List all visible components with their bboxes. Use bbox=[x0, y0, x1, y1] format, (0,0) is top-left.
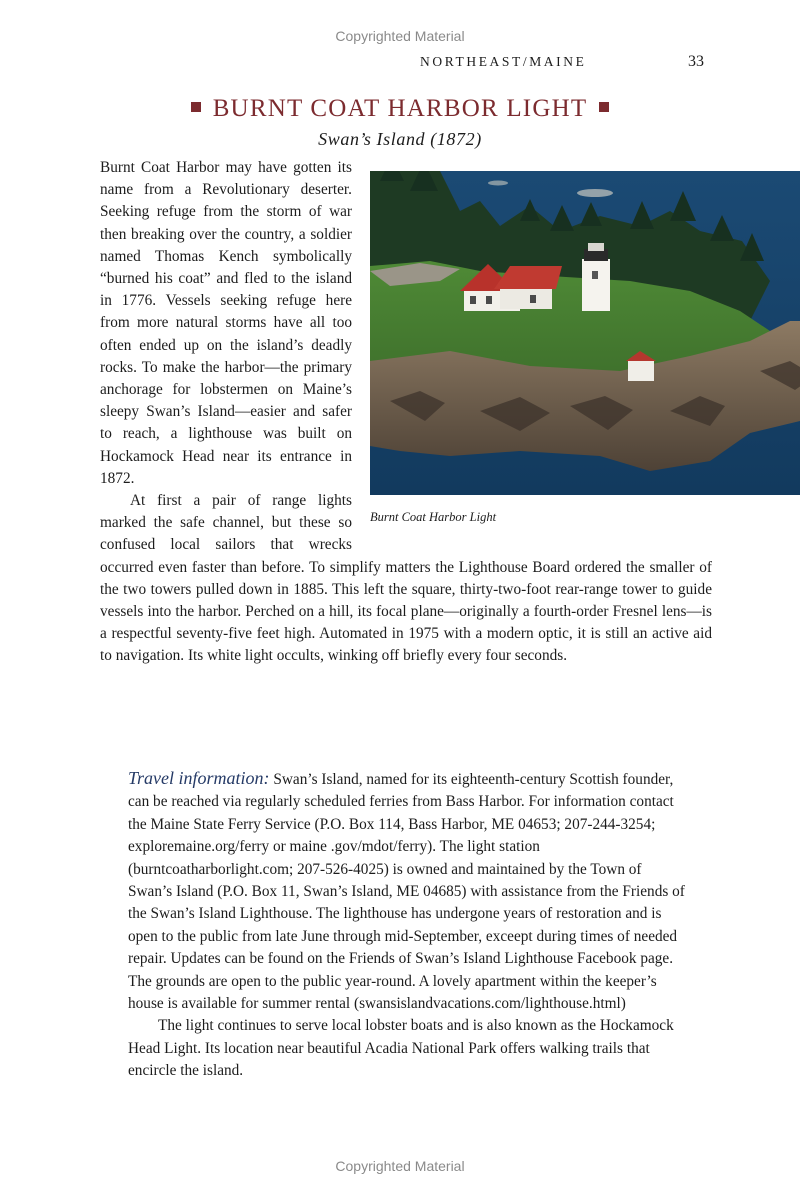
body-paragraph-1: Burnt Coat Harbor may have gotten its name from a Revolutionary deserter. Seeking refuge from the storm of war then breaking over the country, a soldier named Thomas Kench symbolically “burned his coat” and fled to the island in 1776. Vessels seeking refuge here from more natural storms have all too often ended up on the island’s deadly rocks. To make the harbor—the primary anchorage for lobstermen on Maine’s sleepy Swan’s Island—easier and safer to reach, a lighthouse was built on Hockamock Head near its entrance in 1872. bbox=[100, 159, 352, 487]
travel-paragraph-1: Swan’s Island, named for its eighteenth-century Scottish founder, can be reached via regularly scheduled ferries from Bass Harbor. For information contact the Maine State Ferry Service (P.O. Box 114, Bass Harbor, ME 04653; 207-244-3254; exploremaine.org/ferry or maine .gov/mdot/ferry). The light station (burntcoatharborlight.com; 207-526-4025) is owned and maintained by the Town of Swan’s Island (P.O. Box 11, Swan’s Island, ME 04685) with assistance from the Friends of the Swan’s Island Lighthouse. The lighthouse has undergone years of restoration and is open to the public from late June through mid-September, exceept during times of needed repair. Updates can be found on the Friends of Swan’s Island Lighthouse Facebook page. The grounds are open to the public year-round. A lovely apartment within the keeper’s house is available for summer rental (swansislandvacations.com/lighthouse.html) bbox=[128, 771, 685, 1013]
travel-paragraph-1-container bbox=[128, 767, 688, 1015]
running-head: NORTHEAST/MAINE bbox=[420, 54, 587, 69]
title-ornament-left-icon bbox=[191, 102, 201, 112]
article-title: BURNT COAT HARBOR LIGHT bbox=[212, 95, 588, 122]
travel-information bbox=[128, 767, 688, 1083]
photo-figure bbox=[370, 171, 800, 543]
copyright-watermark-top: Copyrighted Material bbox=[335, 28, 465, 44]
body-paragraph-2: At first a pair of range lights marked the safe channel, but these so confused local sailors that wrecks occurred even faster than before. To simplify matters the Lighthouse Board ordered the smaller of the two towers pulled down in 1885. This left the square, thirty-two-foot rear-range tower to guide vessels into the harbor. Perched on a hill, its focal plane—originally a fourth-order Fresnel lens—is a respectful seventy-five feet high. Automated in 1975 with a modern optic, it is still an active aid to navigation. Its white light occults, winking off briefly every four seconds. bbox=[100, 492, 712, 665]
article-body bbox=[100, 157, 712, 668]
title-ornament-right-icon bbox=[599, 102, 609, 112]
title-row bbox=[0, 95, 800, 123]
travel-label: Travel information: bbox=[128, 768, 270, 788]
page-number: 33 bbox=[688, 53, 704, 70]
article-subtitle: Swan’s Island (1872) bbox=[318, 129, 482, 149]
photo-caption: Burnt Coat Harbor Light bbox=[370, 510, 497, 524]
lighthouse-photo bbox=[370, 171, 800, 495]
travel-paragraph-2: The light continues to serve local lobster boats and is also known as the Hockamock Head Light. Its location near beautiful Acadia National Park offers walking trails that encircle the island. bbox=[128, 1017, 674, 1080]
copyright-watermark-bottom: Copyrighted Material bbox=[335, 1158, 465, 1174]
